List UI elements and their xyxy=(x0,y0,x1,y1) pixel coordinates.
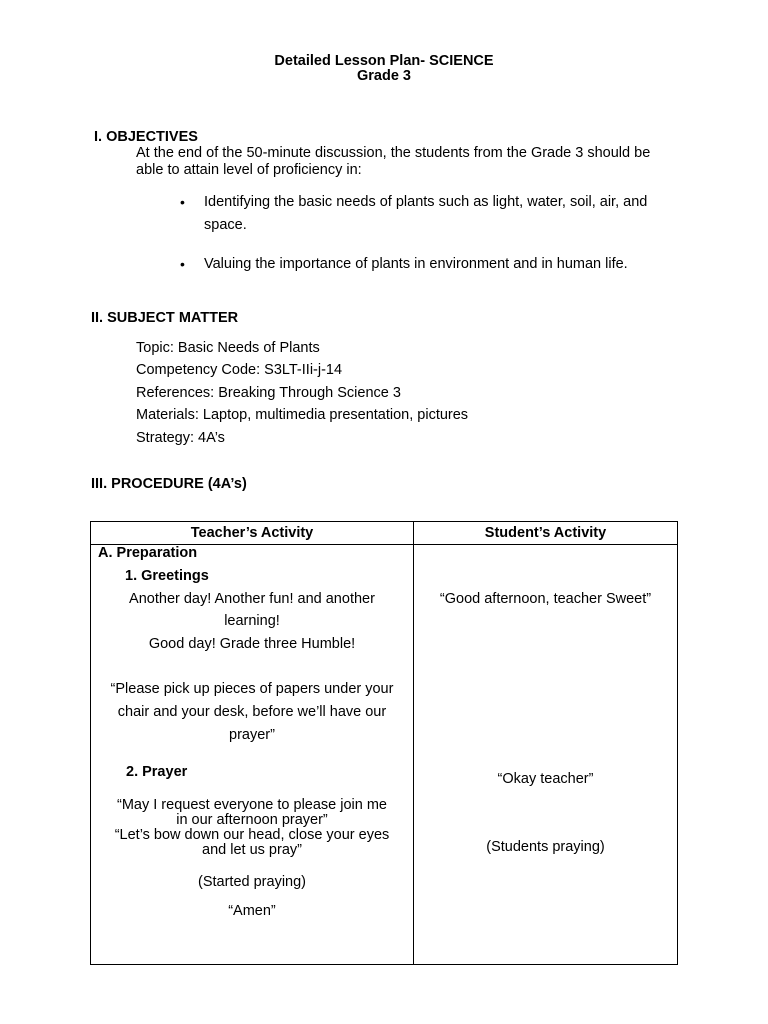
teacher-pick-line1: “Please pick up pieces of papers under your xyxy=(110,681,394,697)
bullet-2-symbol: • xyxy=(180,256,185,272)
teacher-greet-line2: learning! xyxy=(224,613,280,629)
objective-bullet-2-line1: Valuing the importance of plants in environment and in human life. xyxy=(204,256,628,272)
teacher-started-praying: (Started praying) xyxy=(198,874,306,890)
student-okay-response: “Okay teacher” xyxy=(497,771,594,787)
subject-references: References: Breaking Through Science 3 xyxy=(136,385,401,401)
teacher-prayer-line2: in our afternoon prayer” xyxy=(176,812,328,828)
objectives-intro-line1: At the end of the 50-minute discussion, the students from the Grade 3 should be xyxy=(136,145,651,161)
student-praying: (Students praying) xyxy=(486,839,605,855)
section-a-preparation: A. Preparation xyxy=(98,545,198,561)
subject-matter-heading: II. SUBJECT MATTER xyxy=(91,310,239,326)
teacher-greet-line1: Another day! Another fun! and another xyxy=(129,591,375,607)
procedure-table xyxy=(90,521,678,965)
subject-materials: Materials: Laptop, multimedia presentation, pictures xyxy=(136,407,469,423)
objective-bullet-1-line2: space. xyxy=(204,217,247,233)
teacher-prayer-line4: and let us pray” xyxy=(202,842,302,858)
student-activity-header: Student’s Activity xyxy=(484,525,607,541)
teacher-amen: “Amen” xyxy=(228,903,276,919)
teacher-activity-header: Teacher’s Activity xyxy=(190,525,314,541)
subject-topic: Topic: Basic Needs of Plants xyxy=(136,340,320,356)
subject-competency-code: Competency Code: S3LT-IIi-j-14 xyxy=(136,362,343,378)
student-greet-response: “Good afternoon, teacher Sweet” xyxy=(439,591,652,607)
teacher-prayer-line3: “Let’s bow down our head, close your eyes xyxy=(114,827,390,843)
bullet-1-symbol: • xyxy=(180,194,185,210)
item-greetings: 1. Greetings xyxy=(125,568,209,584)
item-prayer: 2. Prayer xyxy=(126,764,188,780)
document-grade: Grade 3 xyxy=(357,68,411,84)
table-column-divider xyxy=(413,522,414,964)
objectives-intro-line2: able to attain level of proficiency in: xyxy=(136,162,362,178)
teacher-prayer-line1: “May I request everyone to please join me xyxy=(117,797,387,813)
objective-bullet-1-line1: Identifying the basic needs of plants such as light, water, soil, air, and xyxy=(204,194,648,210)
objectives-heading: I. OBJECTIVES xyxy=(94,129,198,145)
teacher-pick-line3: prayer” xyxy=(229,727,275,743)
subject-strategy: Strategy: 4A’s xyxy=(136,430,225,446)
document-title: Detailed Lesson Plan- SCIENCE xyxy=(274,53,494,69)
teacher-pick-line2: chair and your desk, before we’ll have our xyxy=(117,704,387,720)
procedure-heading: III. PROCEDURE (4A’s) xyxy=(91,476,247,492)
teacher-greet-line3: Good day! Grade three Humble! xyxy=(148,636,356,652)
